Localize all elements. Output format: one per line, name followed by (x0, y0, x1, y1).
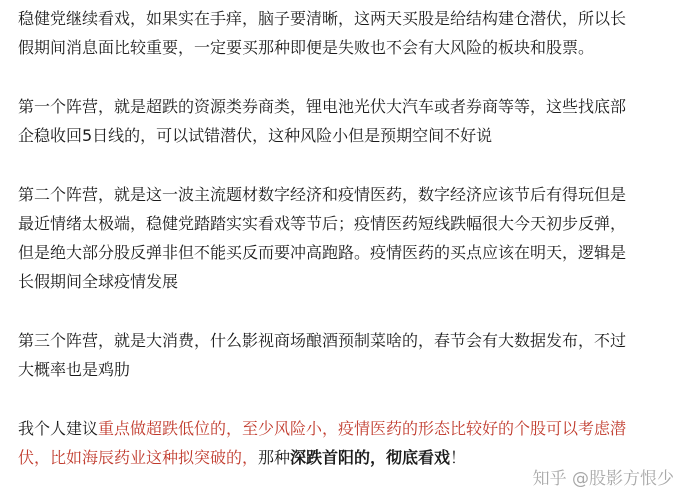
advice-prefix: 我个人建议 (18, 419, 99, 438)
bold-text: 深跌首阳的，彻底看戏 (290, 448, 451, 467)
paragraph-line: 第一个阵营，就是超跌的资源类券商类，锂电池光伏大汽车或者券商等等，这些找底部 (18, 97, 627, 116)
paragraph-line: 大概率也是鸡肋 (18, 360, 131, 379)
paragraph-4 (18, 326, 678, 384)
paragraph-line: 第三个阵营，就是大消费，什么影视商场酿酒预制菜啥的，春节会有大数据发布，不过 (18, 331, 627, 350)
paragraph-line: 但是绝大部分股反弹非但不能买反而要冲高跑路。疫情医药的买点应该在明天，逻辑是 (18, 243, 627, 262)
paragraph-line: 长假期间全球疫情发展 (18, 272, 179, 291)
paragraph-line: 第二个阵营，就是这一波主流题材数字经济和疫情医药，数字经济应该节后有得玩但是 (18, 185, 627, 204)
paragraph-line: 稳健党继续看戏，如果实在手痒，脑子要清晰，这两天买股是给结构建仓潜伏，所以长 (18, 9, 627, 28)
paragraph-line: 企稳收回5日线的，可以试错潜伏，这种风险小但是预期空间不好说 (18, 126, 493, 145)
highlight-text: 重点做超跌低位的，至少风险小，疫情医药的形态比较好的个股可以考虑潜 (98, 419, 627, 438)
paragraph-line (18, 414, 678, 443)
article-body (18, 4, 678, 502)
plain-text: 那种 (258, 448, 291, 467)
highlight-text: 伏，比如海辰药业这种拟突破的， (18, 448, 259, 467)
zhihu-watermark: 知乎 @股影方恨少 (532, 469, 674, 489)
paragraph-1 (18, 4, 678, 62)
paragraph-3 (18, 180, 678, 296)
paragraph-2 (18, 92, 678, 150)
paragraph-line: 最近情绪太极端，稳健党踏踏实实看戏等节后；疫情医药短线跌幅很大今天初步反弹， (18, 214, 627, 233)
plain-text: ！ (450, 448, 467, 467)
paragraph-line: 假期间消息面比较重要，一定要买那种即便是失败也不会有大风险的板块和股票。 (18, 38, 595, 57)
